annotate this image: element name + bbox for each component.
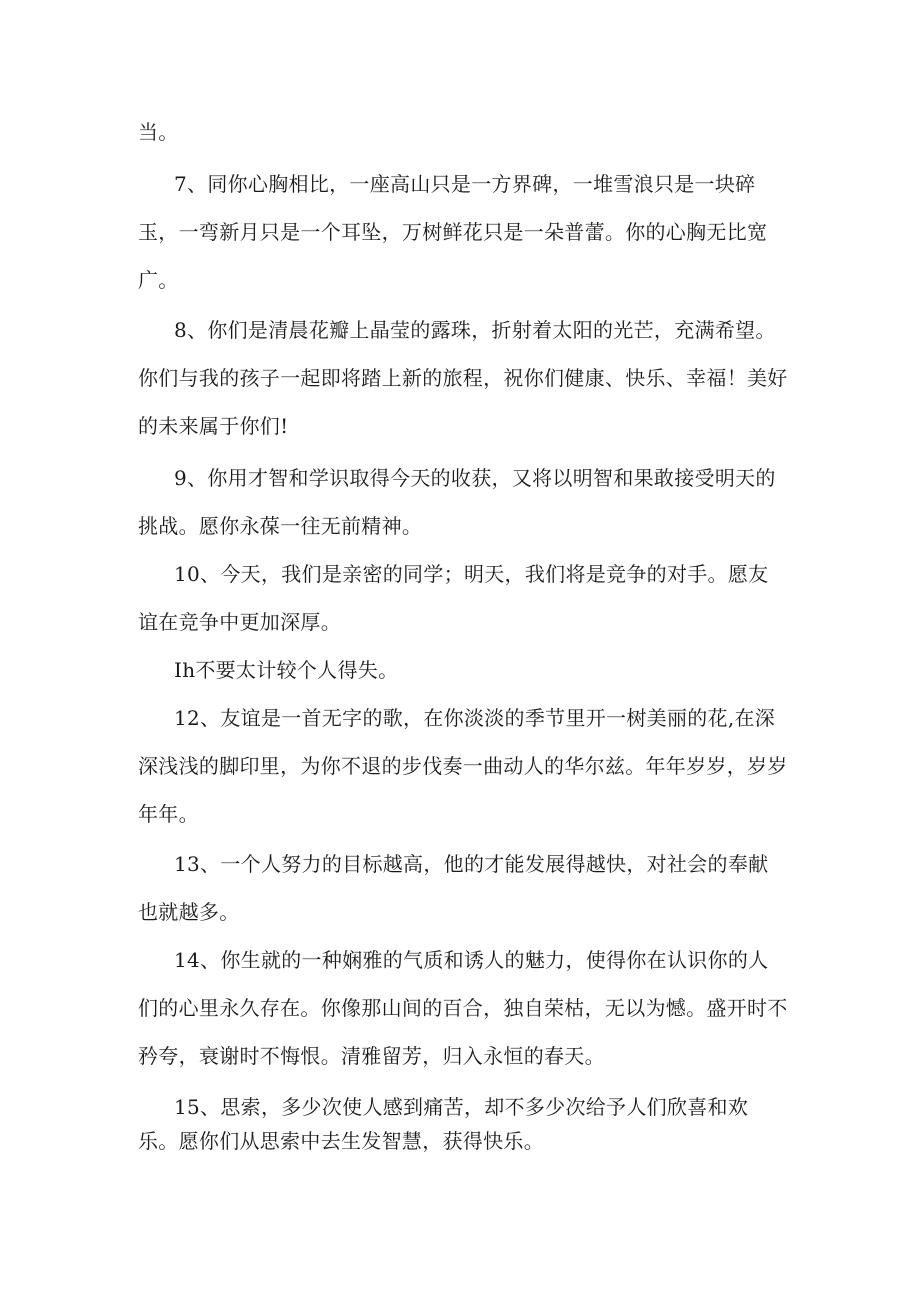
paragraph-item-14: 14、你生就的一种娴雅的气质和诱人的魅力，使得你在认识你的人们的心里永久存在。你像那山间的百合，独自荣枯，无以为憾。盛开时不矜夸，衰谢时不悔恨。清雅留芳，归入永恒的春天。 xyxy=(138,948,788,1068)
paragraph-item-13: 13、一个人努力的目标越高，他的才能发展得越快，对社会的奉献也就越多。 xyxy=(138,852,769,924)
paragraph-continuation: 当。 xyxy=(138,120,179,144)
paragraph-item-8: 8、你们是清晨花瓣上晶莹的露珠，折射着太阳的光芒，充满希望。你们与我的孩子一起即将踏上新的旅程，祝你们健康、快乐、幸福！美好的未来属于你们! xyxy=(138,318,788,438)
paragraph-item-9: 9、你用才智和学识取得今天的收获，又将以明智和果敢接受明天的挑战。愿你永葆一往无前精神。 xyxy=(138,466,776,538)
paragraph-item-10: 10、今天，我们是亲密的同学；明天，我们将是竞争的对手。愿友谊在竞争中更加深厚。 xyxy=(138,562,769,634)
paragraph-item-15: 15、思索，多少次使人感到痛苦，却不多少次给予人们欣喜和欢乐。愿你们从思索中去生发智慧，获得快乐。 xyxy=(138,1095,749,1153)
paragraph-item-7: 7、同你心胸相比，一座高山只是一方界碑，一堆雪浪只是一块碎玉，一弯新月只是一个耳坠，万树鲜花只是一朵普蕾。你的心胸无比宽广。 xyxy=(138,172,768,292)
paragraph-item-11: Ih不要太计较个人得失。 xyxy=(174,658,399,682)
paragraph-item-12: 12、友谊是一首无字的歌，在你淡淡的季节里开一树美丽的花,在深深浅浅的脚印里，为你不退的步伐奏一曲动人的华尔兹。年年岁岁，岁岁年年。 xyxy=(138,706,788,826)
